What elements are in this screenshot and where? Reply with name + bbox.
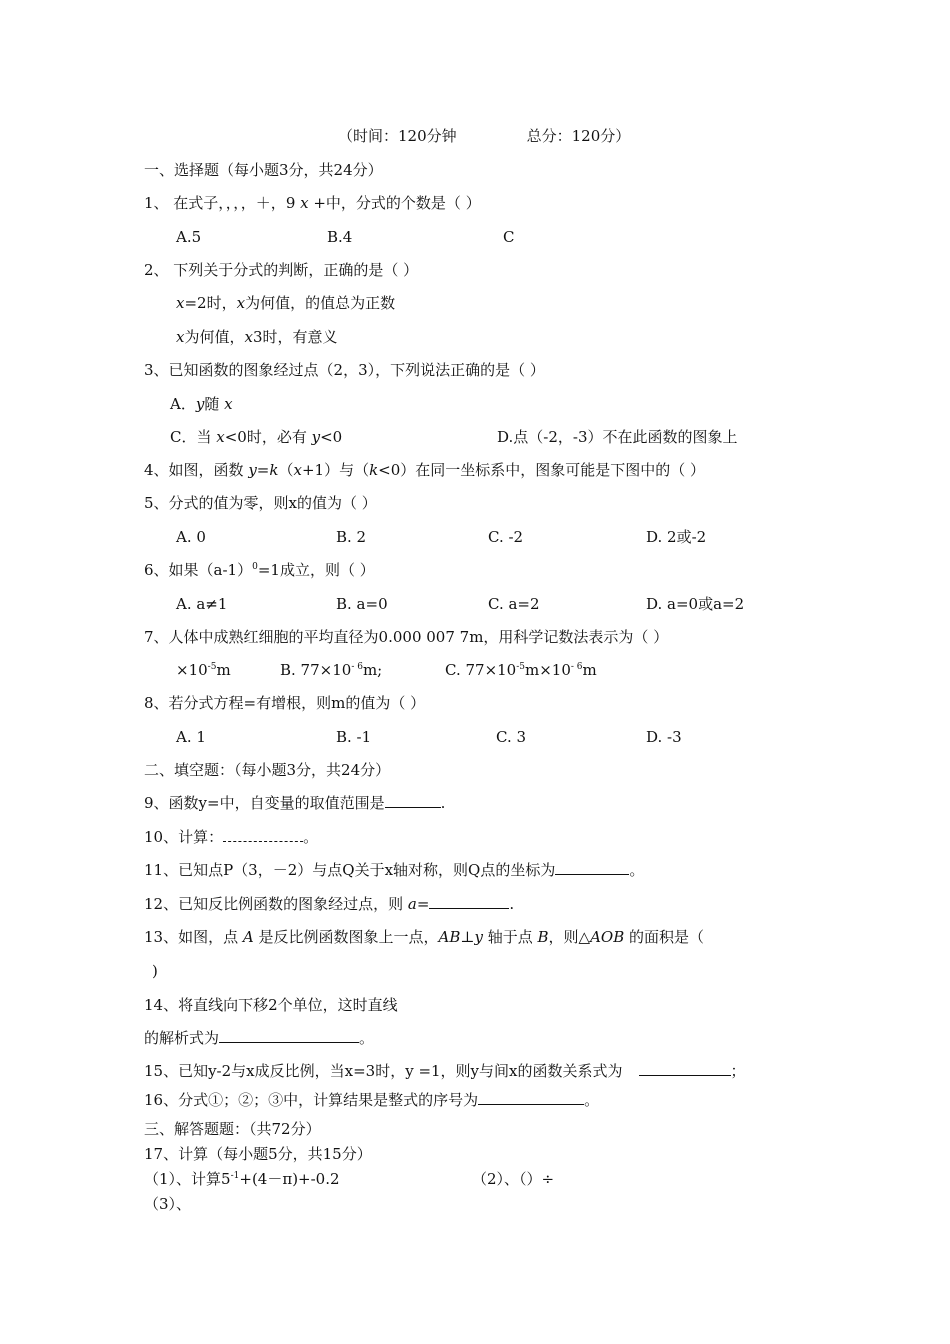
total-score: 总分：120分） [526, 127, 631, 145]
answer-blank[interactable] [639, 1061, 731, 1076]
q8-option-c: C. 3 [496, 728, 527, 746]
q8-option-d: D. -3 [646, 728, 682, 746]
q14-answer-line: 的解析式为 。 [144, 1029, 375, 1047]
exam-header [338, 126, 630, 146]
q3-option-a: A．y随 x [170, 395, 233, 413]
q13-continuation: ) [152, 962, 158, 980]
q8-option-b: B. -1 [336, 728, 372, 746]
q7-option-c: C. $77\times 10^{-5}m\times 10^{- 6}m$ [445, 661, 597, 679]
answer-blank[interactable] [219, 1028, 359, 1043]
answer-blank[interactable] [429, 894, 509, 909]
q6-option-d: D. a=0或a=2 [646, 595, 745, 613]
question-10: 10、计算： 。 [144, 828, 319, 846]
time-limit: （时间：120分钟 [338, 127, 457, 145]
question-6: 6、如果$(a-1)^0=1$成立，则（ ） [144, 561, 375, 579]
answer-blank[interactable] [478, 1090, 584, 1105]
q8-option-a: A. 1 [176, 728, 206, 746]
q2-option-2: x为何值，x3时，有意义 [176, 328, 338, 346]
question-5: 5、分式的值为零，则x的值为（ ） [144, 494, 377, 512]
q5-option-c: C. -2 [488, 528, 524, 546]
q5-option-d: D. 2或-2 [646, 528, 707, 546]
q3-option-c: C．当 x<0时，必有 y<0 [170, 428, 343, 446]
q1-option-c: C [503, 228, 515, 246]
q1-option-b: B.4 [327, 228, 353, 246]
q17-part-1: （1）、计算$5^{-1}+(4-\pi)+-0.2$ [144, 1170, 340, 1188]
answer-blank[interactable] [223, 827, 303, 842]
q7-option-b: B. $77\times 10^{- 6}m$; [280, 661, 383, 679]
question-1: 1、 在式子，，，，＋，9 x +中，分式的个数是（ ） [144, 194, 481, 212]
section-heading-choice: 一、选择题（每小题3分，共24分） [144, 161, 383, 179]
q7-option-1: $\times 10^{-5}m$ [176, 661, 231, 679]
q17-part-3: （3）、 [144, 1195, 192, 1213]
q3-option-d: D.点（-2，-3）不在此函数的图象上 [497, 428, 738, 446]
question-7: 7、人体中成熟红细胞的平均直径为0.000 007 7m，用科学记数法表示为（ ） [144, 628, 669, 646]
q2-option-1: x=2时，x为何值，的值总为正数 [176, 294, 396, 312]
question-3: 3、已知函数的图象经过点（2，3），下列说法正确的是（ ） [144, 361, 545, 379]
section-heading-solve: 三、解答题题：（共72分） [144, 1120, 321, 1138]
question-2: 2、 下列关于分式的判断，正确的是（ ） [144, 261, 419, 279]
q1-option-a: A.5 [176, 228, 202, 246]
q5-option-b: B. 2 [336, 528, 367, 546]
q6-option-a: A. a≠1 [176, 595, 228, 613]
question-4: 4、如图，函数 y=k（x+1）与（k<0）在同一坐标系中，图象可能是下图中的（ ） [144, 461, 706, 479]
question-14: 14、将直线向下移2个单位，这时直线 [144, 996, 398, 1014]
question-17: 17、计算（每小题5分，共15分） [144, 1145, 372, 1163]
question-16: 16、分式①；②；③中，计算结果是整式的序号为 。 [144, 1091, 600, 1109]
question-13: 13、如图，点 A 是反比例函数图象上一点，AB⊥y 轴于点 B，则△AOB 的面积是（ [144, 928, 704, 946]
section-heading-fill: 二、填空题：（每小题3分，共24分） [144, 761, 391, 779]
question-11: 11、已知点P（3，－2）与点Q关于x轴对称，则Q点的坐标为 。 [144, 861, 645, 879]
q6-option-c: C. a=2 [488, 595, 540, 613]
q17-part-2: （2）、（）÷ [472, 1170, 555, 1188]
question-9: 9、函数y=中，自变量的取值范围是 . [144, 794, 446, 812]
question-8: 8、若分式方程=有增根，则m的值为（ ） [144, 694, 426, 712]
q6-option-b: B. a=0 [336, 595, 388, 613]
q5-option-a: A. 0 [176, 528, 206, 546]
answer-blank[interactable] [385, 793, 441, 808]
answer-blank[interactable] [555, 860, 629, 875]
question-15: 15、已知y-2与x成反比例，当x=3时，y =1，则y与间x的函数关系式为 ； [144, 1062, 746, 1080]
question-12: 12、已知反比例函数的图象经过点，则 a= . [144, 895, 515, 913]
